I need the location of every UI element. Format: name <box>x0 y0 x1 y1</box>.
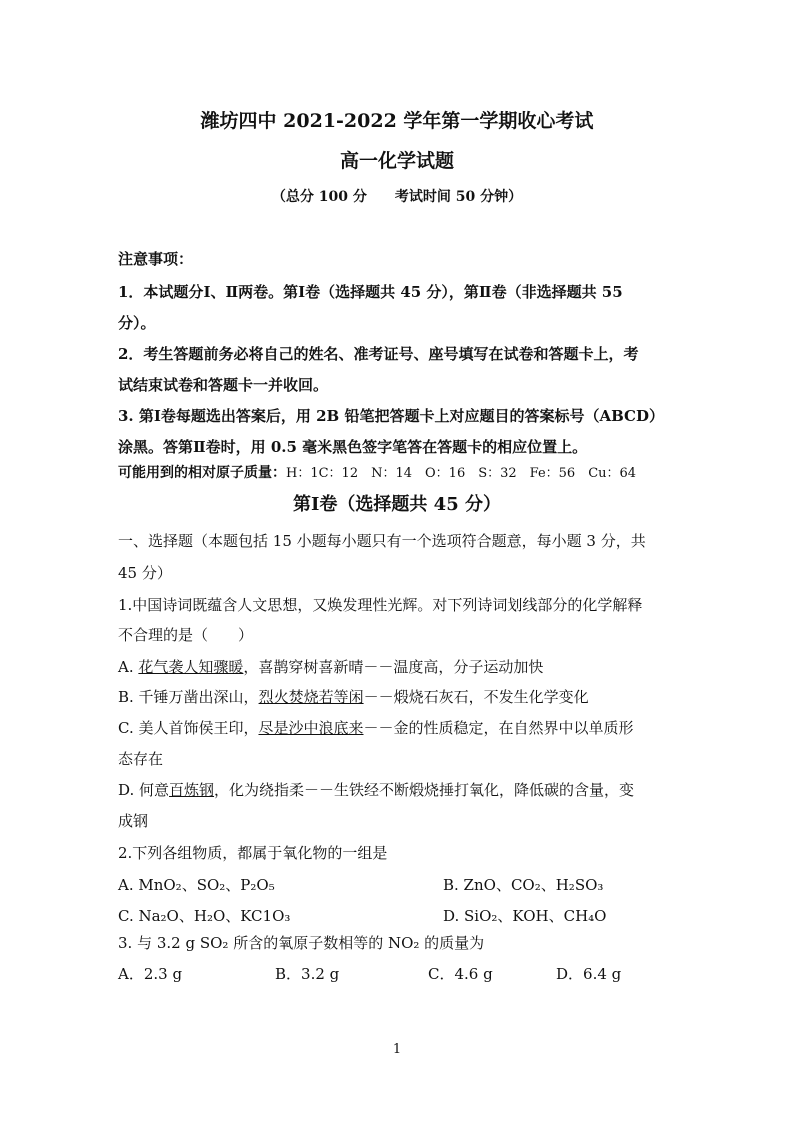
q2-option-b: B. ZnO、CO₂、H₂SO₃ <box>443 876 604 894</box>
q1-stem-line-2: 不合理的是（ ） <box>118 626 254 644</box>
q1-d-rest: ，化为绕指柔－－生铁经不断煅烧捶打氧化，降低碳的含量，变 <box>214 781 635 799</box>
q1-d-underlined: 百炼钢 <box>169 781 215 799</box>
q3-option-c: C．4.6 g <box>428 965 493 983</box>
q1-a-underlined: 花气袭人知骤暖 <box>138 658 244 676</box>
q1-option-b <box>118 686 589 707</box>
q1-a-prefix: A. <box>118 658 139 676</box>
q1-c-rest: －－金的性质稳定，在自然界中以单质形 <box>363 719 634 737</box>
q1-d-prefix: D. 何意 <box>118 781 170 799</box>
exam-meta: （总分 100 分 考试时间 50 分钟） <box>271 189 523 205</box>
q3-option-b: B．3.2 g <box>275 965 340 983</box>
q2-stem: 2.下列各组物质，都属于氧化物的一组是 <box>118 844 388 862</box>
q1-option-c-line-2: 态存在 <box>118 750 164 768</box>
q1-b-underlined: 烈火焚烧若等闲 <box>258 688 364 706</box>
section-1-title: 第Ⅰ卷（选择题共 45 分） <box>292 494 501 515</box>
q1-option-d <box>118 779 634 800</box>
section-1-intro-line-1: 一、选择题（本题包括 15 小题每小题只有一个选项符合题意，每小题 3 分，共 <box>118 532 646 550</box>
q3-stem: 3. 与 3.2 g SO₂ 所含的氧原子数相等的 NO₂ 的质量为 <box>118 934 485 952</box>
q1-option-a <box>118 656 543 677</box>
q1-b-rest: －－煅烧石灰石，不发生化学变化 <box>363 688 589 706</box>
q2-option-a: A. MnO₂、SO₂、P₂O₅ <box>118 876 275 894</box>
note-1-line-2: 分）。 <box>118 314 156 332</box>
note-3-line-2: 涂黑。答第Ⅱ卷时，用 0.5 毫米黑色签字笔答在答题卡的相应位置上。 <box>118 438 588 456</box>
q1-a-rest: ，喜鹊穿树喜新晴－－温度高，分子运动加快 <box>243 658 544 676</box>
atomic-masses-values: H：1C：12 N：14 O：16 S：32 Fe：56 Cu：64 <box>286 466 637 481</box>
section-1-intro-line-2: 45 分） <box>118 564 172 582</box>
q2-option-d: D. SiO₂、KOH、CH₄O <box>443 907 607 925</box>
q1-option-d-line-2: 成钢 <box>118 812 149 830</box>
q3-option-a: A．2.3 g <box>118 965 183 983</box>
atomic-masses-label: 可能用到的相对原子质量： <box>118 465 286 481</box>
exam-subtitle: 高一化学试题 <box>339 150 454 172</box>
q1-c-underlined: 尽是沙中浪底来 <box>258 719 364 737</box>
note-1-line-1: 1．本试题分Ⅰ、Ⅱ两卷。第Ⅰ卷（选择题共 45 分），第Ⅱ卷（非选择题共 55 <box>118 283 623 301</box>
q1-b-prefix: B. 千锤万凿出深山， <box>118 688 259 706</box>
notes-heading: 注意事项： <box>118 250 194 268</box>
page-number: 1 <box>392 1042 402 1057</box>
note-3-line-1: 3. 第Ⅰ卷每题选出答案后，用 2B 铅笔把答题卡上对应题目的答案标号（ABCD） <box>118 407 665 425</box>
q3-option-d: D．6.4 g <box>556 965 622 983</box>
q1-option-c <box>118 717 634 738</box>
note-2-line-2: 试结束试卷和答题卡一并收回。 <box>118 376 329 394</box>
exam-title: 潍坊四中 2021-2022 学年第一学期收心考试 <box>200 110 594 132</box>
atomic-masses <box>118 462 636 482</box>
q1-stem-line-1: 1.中国诗词既蕴含人文思想，又焕发理性光辉。对下列诗词划线部分的化学解释 <box>118 596 643 614</box>
q2-option-c: C. Na₂O、H₂O、KC1O₃ <box>118 907 291 925</box>
q1-c-prefix: C. 美人首饰侯王印， <box>118 719 259 737</box>
note-2-line-1: 2．考生答题前务必将自己的姓名、准考证号、座号填写在试卷和答题卡上，考 <box>118 345 639 363</box>
